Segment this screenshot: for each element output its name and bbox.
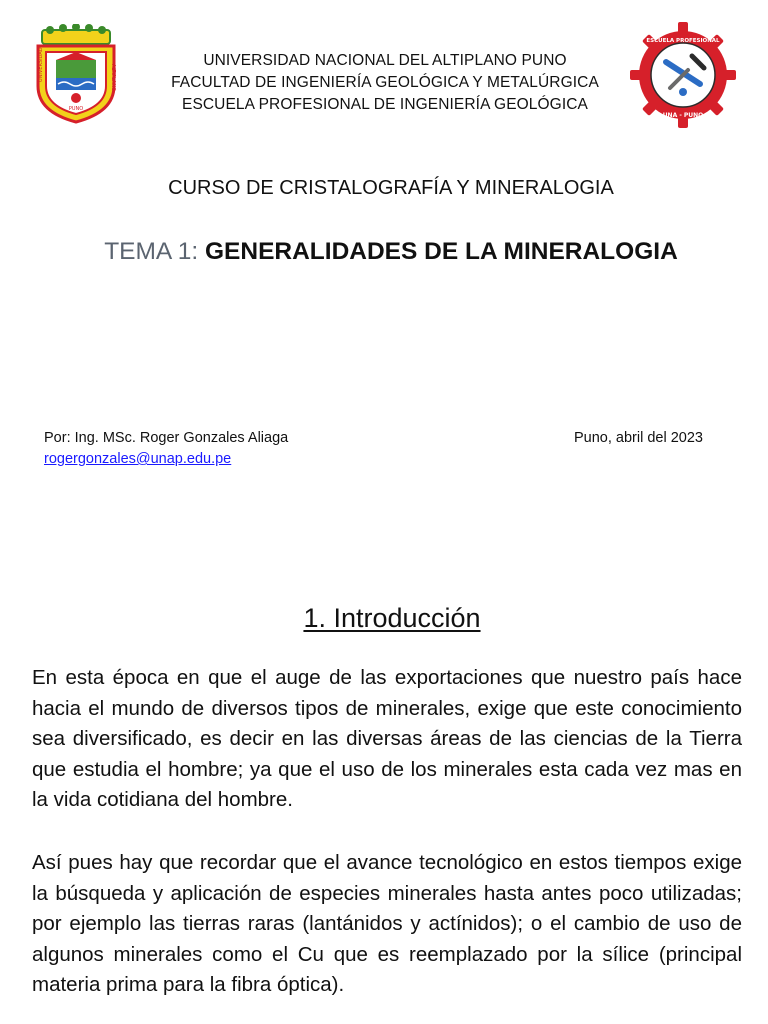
topic-title: GENERALIDADES DE LA MINERALOGIA <box>204 238 678 265</box>
crown-icon <box>42 24 110 44</box>
topic-label: TEMA 1: <box>104 238 199 265</box>
course-title: CURSO DE CRISTALOGRAFÍA Y MINERALOGIA <box>168 177 614 199</box>
institution-header <box>130 50 640 116</box>
svg-text:ESCUELA PROFESIONAL: ESCUELA PROFESIONAL <box>646 38 720 44</box>
intro-paragraph-2: Así pues hay que recordar que el avance tecnológico en estos tiempos exige la búsqueda y aplicación de especies minerales hasta antes poco utilizadas; por ejemplo las tierras raras (lantánidos y actínidos); o el cambio de uso de algunos minerales como el Cu que es reemplazado por la sílice (principal materia prima para la fibra óptica). <box>32 851 742 997</box>
author-name: Por: Ing. MSc. Roger Gonzales Aliaga <box>44 430 289 446</box>
section-heading-text: 1. Introducción <box>303 603 481 633</box>
svg-text:UNIVERSIDAD: UNIVERSIDAD <box>38 47 44 82</box>
author-email-link[interactable]: rogergonzales@unap.edu.pe <box>44 451 232 467</box>
document-date: Puno, abril del 2023 <box>574 430 703 446</box>
faculty-name: FACULTAD DE INGENIERÍA GEOLÓGICA Y METALÚRGICA <box>171 74 599 91</box>
svg-text:UNA - PUNO: UNA - PUNO <box>662 112 704 119</box>
university-name: UNIVERSIDAD NACIONAL DEL ALTIPLANO PUNO <box>203 52 567 69</box>
school-name: ESCUELA PROFESIONAL DE INGENIERÍA GEOLÓGICA <box>182 96 588 113</box>
author-block <box>44 428 288 470</box>
topic-heading <box>0 236 768 268</box>
school-gear-seal-logo <box>630 22 736 128</box>
section-heading <box>0 600 768 636</box>
svg-text:ALTIPLANO: ALTIPLANO <box>110 64 116 92</box>
svg-text:PUNO: PUNO <box>68 106 84 112</box>
intro-paragraph-1: En esta época en que el auge de las exportaciones que nuestro país hace hacia el mundo de diversos tipos de minerales, exige que este conocimiento sea diversificado, es decir en las diversas áreas de las ciencias de la Tierra que estudia el hombre; ya que el uso de los minerales esta cada vez mas en la vida cotidiana del hombre. <box>32 666 742 812</box>
university-shield-logo <box>30 24 122 124</box>
